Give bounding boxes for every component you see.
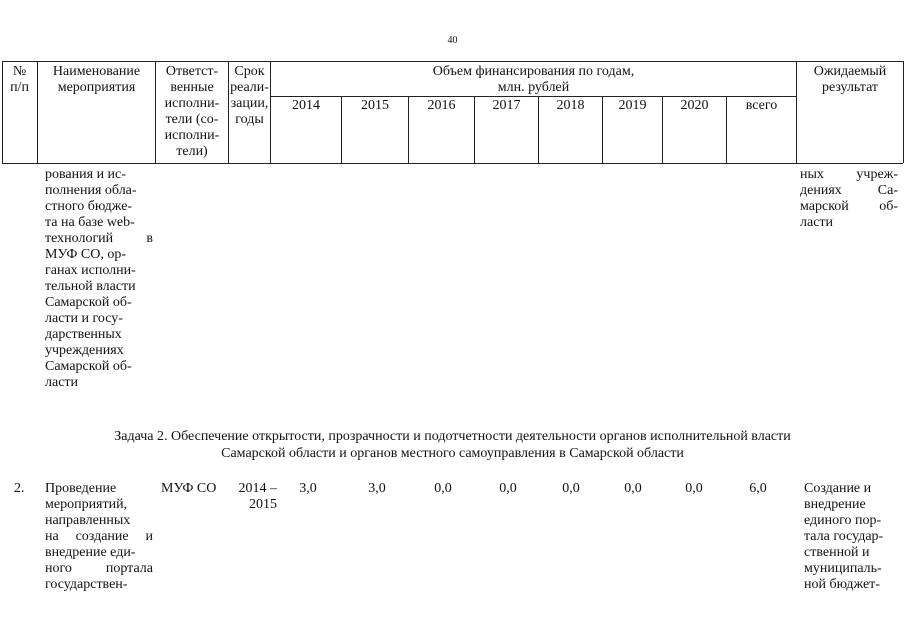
header-funding-line: Объем финансирования по годам,	[432, 64, 635, 79]
continued-result-word: ных	[800, 167, 824, 182]
continued-result-word: дениях	[800, 183, 842, 198]
continued-result-line: ласти	[800, 215, 834, 230]
header-responsible-line: Ответст-	[165, 64, 219, 79]
row2-result-line: муниципаль-	[804, 561, 882, 576]
row2-result-line: ной бюджет-	[804, 577, 880, 592]
continued-result-word: марской	[800, 199, 849, 214]
row2-value-2017: 0,0	[499, 481, 517, 496]
header-responsible-line: тели)	[176, 144, 208, 159]
header-bottom-border	[2, 163, 903, 164]
header-result-line: Ожидаемый	[813, 64, 887, 79]
continued-name-line: рования и ис-	[45, 167, 126, 182]
header-num-line: №	[12, 64, 27, 79]
header-name-line: мероприятия	[57, 80, 136, 95]
years-row-border	[270, 96, 796, 97]
header-year-2016: 2016	[427, 98, 456, 113]
header-num	[2, 64, 37, 96]
continued-name-line: дарственных	[45, 327, 122, 342]
row2-name-line: мероприятий,	[45, 497, 128, 512]
continued-name-line: стного бюдже-	[45, 199, 133, 214]
row2-name-line: государствен-	[45, 577, 128, 592]
header-term	[229, 64, 270, 128]
row2-name-line	[45, 529, 153, 545]
row2-value-2016: 0,0	[434, 481, 452, 496]
continued-name-line: ганах исполни-	[45, 263, 136, 278]
header-responsible-line: исполни-	[164, 128, 220, 143]
row2-name-line: внедрение еди-	[45, 545, 136, 560]
row2-value-total: 6,0	[749, 481, 767, 496]
header-num-line: п/п	[10, 80, 29, 95]
header-total: всего	[745, 98, 778, 113]
row2-result-line: Создание и	[804, 481, 872, 496]
header-responsible	[156, 64, 228, 160]
continued-name-word: в	[146, 231, 153, 246]
header-term-line: годы	[235, 112, 264, 127]
task-title-line: Задача 2. Обеспечение открытости, прозрачности и подотчетности деятельности органов исполнительной власти	[114, 429, 791, 444]
header-name	[38, 64, 155, 96]
continued-name-line: ласти	[45, 375, 79, 390]
row2-term-line: 2015	[249, 497, 277, 512]
header-year-2017: 2017	[492, 98, 521, 113]
continued-name-word: технологий	[45, 231, 114, 246]
header-term-line: реали-	[230, 80, 269, 95]
continued-name-line: полнения обла-	[45, 183, 137, 198]
continued-name-line: Самарской об-	[45, 295, 132, 310]
continued-name-line: ласти и госу-	[45, 311, 123, 326]
row2-name-word: на	[45, 529, 59, 544]
row2-num: 2.	[14, 481, 25, 496]
continued-result-line	[800, 199, 898, 215]
header-year-2014: 2014	[292, 98, 320, 113]
continued-result-cell	[800, 167, 898, 231]
row2-name-word: портала	[105, 561, 153, 576]
header-result-line: результат	[821, 80, 879, 95]
row2-term-line: 2014 –	[238, 481, 277, 496]
task-title	[0, 428, 905, 462]
header-responsible-line: исполни-	[164, 96, 220, 111]
continued-name-cell	[45, 167, 153, 391]
continued-result-word: об-	[879, 199, 898, 214]
continued-name-line	[45, 231, 153, 247]
continued-result-word: учреж-	[856, 167, 898, 182]
continued-result-line	[800, 183, 898, 199]
row2-result-line: тала государ-	[804, 529, 884, 544]
row2-result-cell	[804, 481, 900, 593]
header-responsible-line: венные	[170, 80, 214, 95]
header-responsible-line: тели (со-	[165, 112, 219, 127]
header-term-line: Срок	[234, 64, 265, 79]
continued-result-word: Са-	[877, 183, 898, 198]
row2-name-word: ного	[45, 561, 72, 576]
header-year-2018: 2018	[556, 98, 585, 113]
header-year-2020: 2020	[680, 98, 709, 113]
header-result	[797, 64, 903, 96]
row2-term	[229, 481, 277, 513]
task-title-line: Самарской области и органов местного самоуправления в Самарской области	[221, 446, 684, 461]
table-right-border	[903, 61, 904, 163]
row2-value-2019: 0,0	[624, 481, 642, 496]
header-term-line: зации,	[230, 96, 269, 111]
row2-result-line: внедрение	[804, 497, 866, 512]
row2-name-cell	[45, 481, 153, 593]
continued-name-line: МУФ СО, ор-	[45, 247, 126, 262]
continued-result-line	[800, 167, 898, 183]
row2-value-2018: 0,0	[562, 481, 580, 496]
header-funding	[271, 64, 796, 96]
continued-name-line: та на базе web-	[45, 215, 135, 230]
header-funding-line: млн. рублей	[497, 80, 570, 95]
row2-result-line: единого пор-	[804, 513, 882, 528]
header-name-line: Наименование	[52, 64, 141, 79]
row2-value-2015: 3,0	[368, 481, 386, 496]
row2-name-line: направленных	[45, 513, 131, 528]
row2-value-2020: 0,0	[685, 481, 703, 496]
row2-responsible: МУФ СО	[161, 481, 217, 496]
row2-name-line	[45, 561, 153, 577]
continued-name-line: Самарской об-	[45, 359, 132, 374]
row2-name-line: Проведение	[45, 481, 117, 496]
row2-result-line: ственной и	[804, 545, 870, 560]
row2-name-word: создание	[75, 529, 129, 544]
table-top-border	[2, 61, 903, 62]
row2-value-2014: 3,0	[299, 481, 317, 496]
page-number: 40	[447, 35, 458, 46]
row2-name-word: и	[145, 529, 153, 544]
header-year-2015: 2015	[361, 98, 389, 113]
continued-name-line: тельной власти	[45, 279, 136, 294]
continued-name-line: учреждениях	[45, 343, 124, 358]
header-year-2019: 2019	[618, 98, 647, 113]
